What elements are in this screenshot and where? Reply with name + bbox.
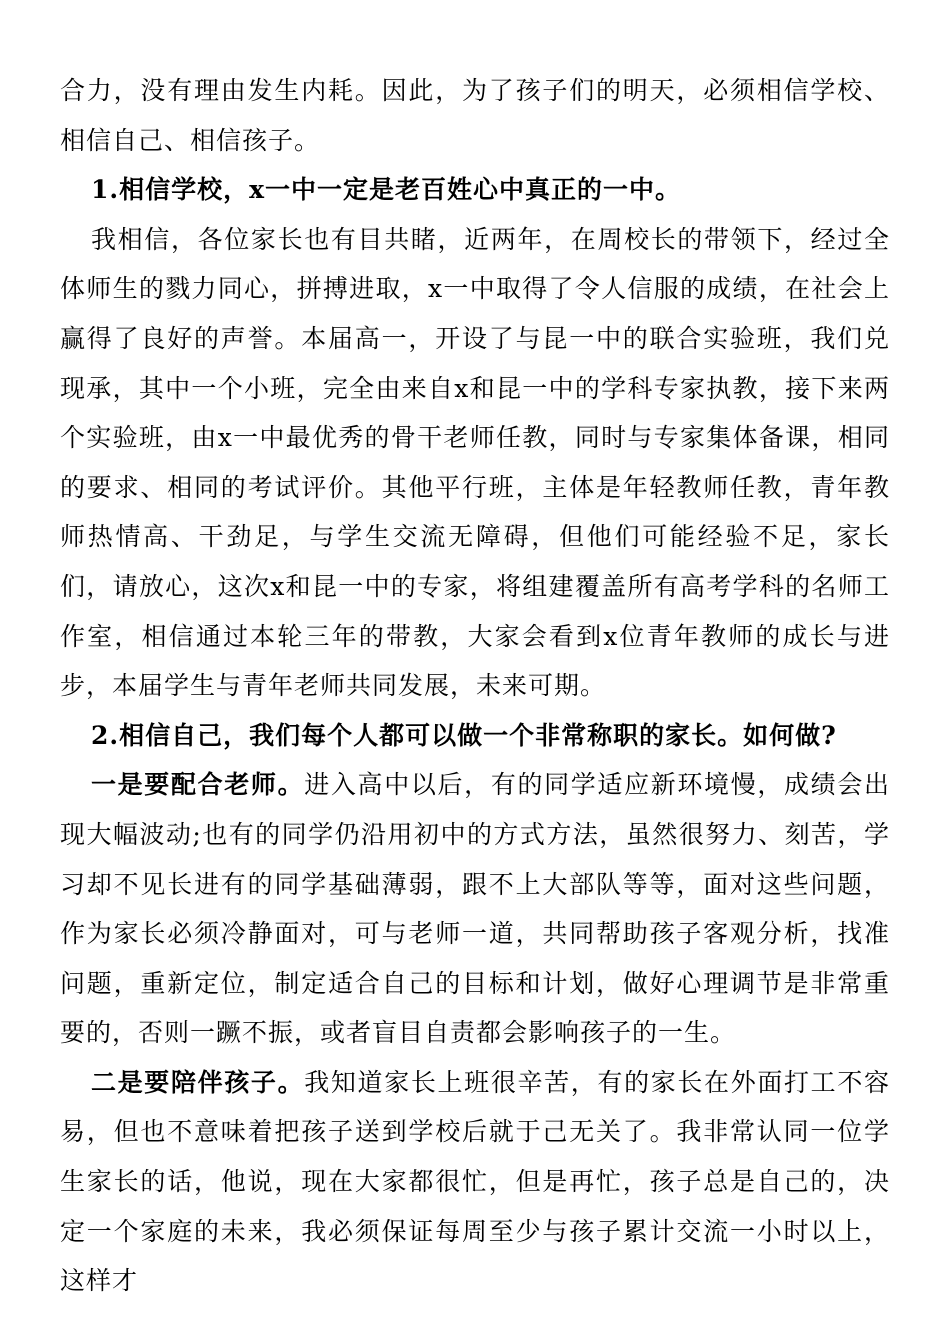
paragraph-text: 我相信，各位家长也有目共睹，近两年，在周校长的带领下，经过全体师生的戮力同心，拼搏进取，x一中取得了令人信服的成绩，在社会上赢得了良好的声誉。本届高一，开设了与昆一中的联合实验班，我们兑现承，其中一个小班，完全由来自x和昆一中的学科专家执教，接下来两个实验班，由x一中最优秀的骨干老师任教，同时与专家集体备课，相同的要求、相同的考试评价。其他平行班，主体是年轻教师任教，青年教师热情高、干劲足，与学生交流无障碍，但他们可能经验不足，家长们，请放心，这次x和昆一中的专家，将组建覆盖所有高考学科的名师工作室，相信通过本轮三年的带教，大家会看到x位青年教师的成长与进步，本届学生与青年老师共同发展，未来可期。 <box>60 224 890 701</box>
document-page <box>60 66 890 1306</box>
paragraph-text: 我知道家长上班很辛苦，有的家长在外面打工不容易，但也不意味着把孩子送到学校后就于己无关了。我非常认同一位学生家长的话，他说，现在大家都很忙，但是再忙，孩子总是自己的，决定一个家庭的未来，我必须保证每周至少与孩子累计交流一小时以上，这样才 <box>60 1067 890 1296</box>
paragraph-trust-school-body <box>60 215 890 711</box>
paragraph-cooperate-teacher <box>60 760 890 1058</box>
heading-text: 1.相信学校，x一中一定是老百姓心中真正的一中。 <box>91 175 682 205</box>
paragraph-accompany-child <box>60 1058 890 1306</box>
paragraph-text: 进入高中以后，有的同学适应新环境慢，成绩会出现大幅波动;也有的同学仍沿用初中的方式方法，虽然很努力、刻苦，学习却不见长进有的同学基础薄弱，跟不上大部队等等，面对这些问题，作为家长必须冷静面对，可与老师一道，共同帮助孩子客观分析，找准问题，重新定位，制定适合自己的目标和计划，做好心理调节是非常重要的，否则一蹶不振，或者盲目自责都会影响孩子的一生。 <box>60 770 890 1048</box>
paragraph-text: 合力，没有理由发生内耗。因此，为了孩子们的明天，必须相信学校、相信自己、相信孩子。 <box>60 76 890 155</box>
section-heading-trust-school <box>60 165 890 215</box>
paragraph-lead-text: 一是要配合老师。 <box>91 770 305 800</box>
section-heading-trust-yourself <box>60 711 890 761</box>
paragraph-lead-text: 二是要陪伴孩子。 <box>91 1067 305 1097</box>
heading-text: 2.相信自己，我们每个人都可以做一个非常称职的家长。如何做? <box>91 720 837 750</box>
paragraph-intro-continuation <box>60 66 890 165</box>
